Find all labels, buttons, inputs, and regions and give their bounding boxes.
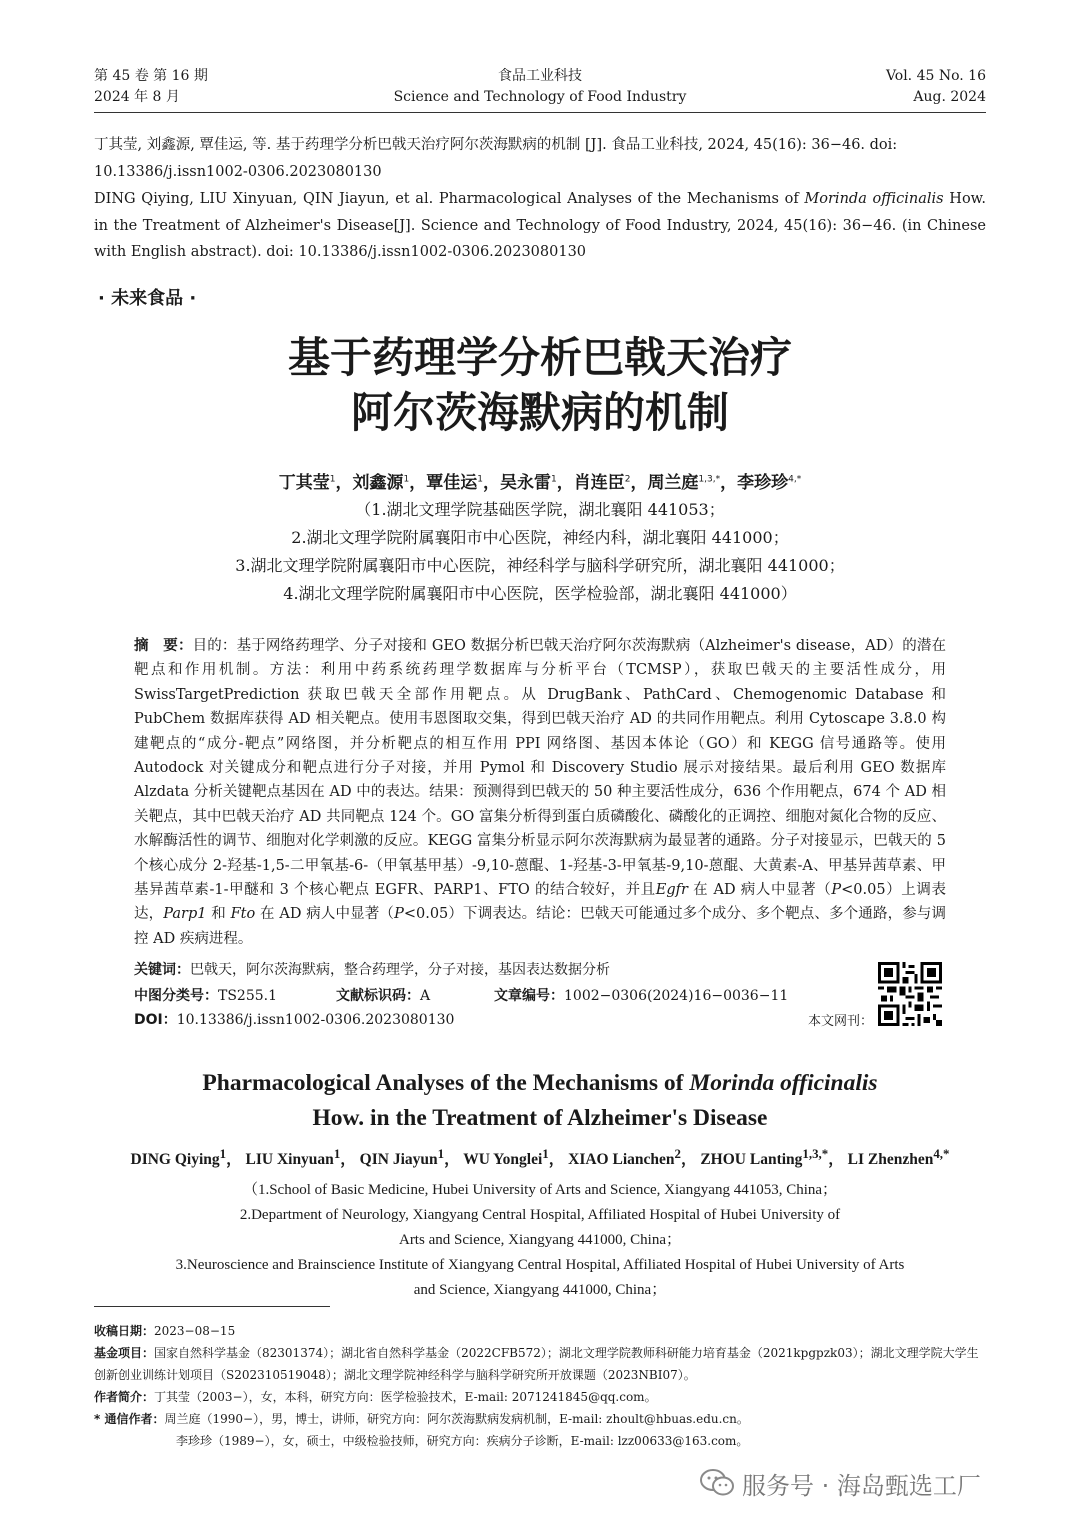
corresponding-value-1: 周兰庭（1990−），男，博士，讲师，研究方向：阿尔茨海默病发病机制，E-mail: zhoult@hbuas.edu.cn。 (164, 1412, 749, 1426)
title-cn (0, 330, 1080, 440)
title-en (0, 1066, 1080, 1136)
doi-value: 10.13386/j.issn1002-0306.2023080130 (176, 1012, 455, 1028)
affiliation-en: Arts and Science, Xiangyang 441000, China； (398, 1232, 682, 1248)
funding-label: 基金项目： (94, 1346, 155, 1360)
received-label: 收稿日期： (94, 1324, 155, 1338)
doc-code (336, 984, 430, 1008)
keywords-label: 关键词： (134, 962, 190, 978)
abstract (134, 634, 946, 951)
affiliation-en: （1.School of Basic Medicine, Hubei University of Arts and Science, Xiangyang 441053, China； (242, 1182, 838, 1198)
gene-fto: Fto (230, 906, 256, 923)
doc-code-label: 文献标识码： (336, 988, 420, 1004)
author-cn-affil: 2 (624, 474, 631, 485)
citation-en (94, 186, 986, 266)
doc-code-value: A (420, 988, 431, 1004)
wechat-icon (700, 1468, 734, 1498)
footnote-author-intro (94, 1386, 986, 1408)
issue-info-en (886, 66, 986, 108)
issue-date-en: Aug. 2024 (913, 89, 986, 105)
running-header (94, 66, 986, 110)
abstract-text: 和 (206, 906, 231, 923)
clc-label: 中图分类号： (134, 988, 218, 1004)
author-en: LIU Xinyuan (245, 1151, 334, 1169)
received-value: 2023−08−15 (154, 1324, 236, 1338)
gene-egfr: Egfr (655, 882, 688, 899)
issue-volume-en: Vol. 45 No. 16 (885, 68, 986, 84)
gene-parp1: Parp1 (163, 906, 207, 923)
title-en-text: Pharmacological Analyses of the Mechanisms of (202, 1070, 690, 1096)
author-cn-affil: 1 (329, 474, 336, 485)
author-en: QIN Jiayun (359, 1151, 438, 1169)
footnote-corresponding (94, 1408, 986, 1430)
author-intro-value: 丁其莹（2003−），女，本科，研究方向：医学检验技术，E-mail: 2071241845@qq.com。 (154, 1390, 657, 1404)
clc (134, 984, 277, 1008)
journal-name-cn: 食品工业科技 (498, 68, 582, 84)
author-cn: 刘鑫源 (352, 473, 404, 493)
author-cn-affil: 1,3,* (698, 474, 721, 485)
author-en-affil: 1 (542, 1146, 549, 1161)
clc-value: TS255.1 (218, 988, 278, 1004)
author-en-affil: 1 (437, 1146, 445, 1161)
author-en-affil: 2 (674, 1146, 681, 1161)
qr-label: 本文网刊： (808, 1014, 874, 1029)
footnote-received (94, 1320, 986, 1342)
author-en: XIAO Lianchen (568, 1151, 675, 1169)
qr-code-icon[interactable] (878, 962, 942, 1026)
author-cn: 周兰庭 (647, 473, 699, 493)
author-cn: 李珍珍 (737, 473, 789, 493)
author-cn: 吴永雷 (499, 473, 551, 493)
footnote-rule (94, 1306, 330, 1307)
article-number-value: 1002−0306(2024)16−0036−11 (564, 988, 789, 1004)
title-en-line-2: How. in the Treatment of Alzheimer's Disease (312, 1105, 768, 1131)
author-en-affil: 4,* (933, 1146, 950, 1161)
corresponding-label: * 通信作者： (94, 1412, 165, 1426)
affiliation-en: 2.Department of Neurology, Xiangyang Central Hospital, Affiliated Hospital of Hubei University of (239, 1207, 841, 1223)
p-symbol: P (394, 906, 404, 923)
affiliations-cn (0, 496, 1080, 608)
footnote-corresponding-2: 李珍珍（1989−），女，硕士，中级检验技师，研究方向：疾病分子诊断，E-mail: lzz00633@163.com。 (176, 1434, 749, 1448)
keywords (134, 958, 610, 982)
journal-name-en: Science and Technology of Food Industry (393, 89, 687, 105)
author-cn-affil: 4,* (788, 474, 802, 485)
author-cn: 肖连臣 (573, 473, 625, 493)
affiliations-en (0, 1178, 1080, 1303)
issue-volume: 第 45 卷 第 16 期 (94, 68, 208, 84)
author-en-affil: 1 (219, 1146, 227, 1161)
citation-en-pre: DING Qiying, LIU Xinyuan, QIN Jiayun, et al. Pharmacological Analyses of the Mechanisms of (94, 191, 805, 207)
author-en-affil: 1,3,* (802, 1146, 829, 1161)
keywords-value: 巴戟天，阿尔茨海默病，整合药理学，分子对接，基因表达数据分析 (190, 962, 610, 978)
abstract-text: 在 AD 病人中显著（ (687, 882, 832, 899)
watermark-text: 服务号 · 海岛甄选工厂 (742, 1471, 981, 1500)
authors-cn: 丁其莹$^1$，刘鑫源$^1$，覃佳运$^1$，吴永雷$^1$，肖连臣$^2$，周兰庭$^{1,3,*}$，李珍珍$^{4,*}$ (278, 473, 802, 493)
abstract-text: 在 AD 病人中显著（ (255, 906, 395, 923)
author-intro-label: 作者简介： (94, 1390, 155, 1404)
author-cn-affil: 1 (550, 474, 557, 485)
author-en: LI Zhenzhen (847, 1151, 934, 1169)
affiliation-cn: （1.湖北文理学院基础医学院，湖北襄阳 441053； (355, 500, 725, 519)
citation-en-species: Morinda officinalis (804, 191, 944, 207)
author-cn: 覃佳运 (426, 473, 478, 493)
article-number (494, 984, 788, 1008)
funding-value: 国家自然科学基金（82301374）；湖北省自然科学基金（2022CFB572）；湖北文理学院教师科研能力培育基金（2021kpgpzk03）；湖北文理学院大学生创新创业训练计划项目（S202310519048）；湖北文理学院神经科学与脑科学研究所开放课题（2023NBI07）。 (94, 1346, 979, 1382)
p-symbol: P (831, 882, 842, 899)
citation-en-post: How. in the Treatment of Alzheimer's Disease[J]. Science and Technology of Food Industry, 2024, 45(16): 36−46. (in Chinese with English abstract). doi: 10.13386/j.issn1002-0306.2023080130 (94, 191, 986, 260)
abstract-text: <0.05）下调表达。结论：巴戟天可能通过多个成分、多个靶点、多个通路，参与调控 AD 疾病进程。 (134, 906, 947, 947)
doi-label: DOI： (134, 1012, 177, 1028)
citation-cn: 丁其莹, 刘鑫源, 覃佳运, 等. 基于药理学分析巴戟天治疗阿尔茨海默病的机制 [J]. 食品工业科技, 2024, 45(16): 36−46. doi: 10.13386/j.issn1002-0306.2023080130 (94, 137, 898, 180)
author-cn-affil: 1 (403, 474, 410, 485)
abstract-label: 摘 要： (134, 638, 193, 654)
author-en: ZHOU Lanting (700, 1151, 803, 1169)
affiliation-en: 3.Neuroscience and Brainscience Institute of Xiangyang Central Hospital, Affiliated Hospital of Hubei University of Arts (175, 1257, 905, 1273)
title-cn-line-2: 阿尔茨海默病的机制 (350, 388, 729, 437)
column-label: · 未来食品 · (98, 288, 197, 309)
article-number-label: 文章编号： (494, 988, 564, 1004)
footnote-funding (94, 1342, 986, 1386)
abstract-text: 目的：基于网络药理学、分子对接和 GEO 数据分析巴戟天治疗阿尔茨海默病（Alzheimer's disease，AD）的潜在靶点和作用机制。方法：利用中药系统药理学数据库与分析平台（TCMSP），获取巴戟天的主要活性成分，用 SwissTargetPrediction 获取巴戟天全部作用靶点。从 DrugBank、PathCard、Chemogenomic Database 和 PubChem 数据库获得 AD 相关靶点。使用韦恩图取交集，得到巴戟天治疗 AD 的共同作用靶点。利用 Cytoscape 3.8.0 构建靶点的“成分-靶点”网络图，并分析靶点的相互作用 PPI 网络图、基因本体论（GO）和 KEGG 信号通路等。使用 Autodock 对关键成分和靶点进行分子对接，并用 Pymol 和 Discovery Studio 展示对接结果。最后利用 GEO 数据库 Alzdata 分析关键靶点基因在 AD 中的表达。结果：预测得到巴戟天的 50 种主要活性成分，636 个作用靶点，674 个 AD 相关靶点，其中巴戟天治疗 AD 共同靶点 124 个。GO 富集分析得到蛋白质磷酸化、磷酸化的正调控、细胞对氮化合物的反应、水解酶活性的调节、细胞对化学刺激的反应。KEGG 富集分析显示阿尔茨海默病为最显著的通路。分子对接显示，巴戟天的 5 个核心成分 2-羟基-1,5-二甲氧基-6-（甲氧基甲基）-9,10-蒽醌、1-羟基-3-甲氧基-9,10-蒽醌、大黄素-A、甲基异茜草素、甲基异茜草素-1-甲醚和 3 个核心靶点 EGFR、PARP1、FTO 的结合较好，并且 (134, 638, 946, 899)
author-cn: 丁其莹 (278, 473, 330, 493)
author-en-affil: 1 (333, 1146, 341, 1161)
title-en-species: Morinda officinalis (689, 1070, 878, 1096)
issue-date: 2024 年 8 月 (94, 89, 180, 105)
author-en: WU Yonglei (463, 1151, 543, 1169)
title-en-line-1 (0, 1066, 1080, 1101)
abstract-text: <0.05）上调表达， (134, 882, 946, 923)
header-rule (94, 112, 986, 113)
title-cn-line-1: 基于药理学分析巴戟天治疗 (287, 333, 792, 382)
affiliation-en: and Science, Xiangyang 441000, China； (413, 1282, 667, 1298)
affiliation-cn: 4.湖北文理学院附属襄阳市中心医院，医学检验部，湖北襄阳 441000） (283, 584, 797, 603)
author-en: DING Qiying (130, 1151, 220, 1169)
watermark (700, 1460, 1060, 1506)
authors-en: DING Qiying$^1$， LIU Xinyuan$^1$， QIN Jiayun$^1$， WU Yonglei$^1$， XIAO Lianchen$^2$， ZHOU Lanting$^{1,3,*}$， LI Zhenzhen$^{4,*}$ (130, 1146, 950, 1169)
journal-name (94, 66, 986, 108)
author-cn-affil: 1 (477, 474, 483, 485)
doi (134, 1008, 454, 1032)
affiliation-cn: 2.湖北文理学院附属襄阳市中心医院，神经内科，湖北襄阳 441000； (291, 528, 789, 547)
affiliation-cn: 3.湖北文理学院附属襄阳市中心医院，神经科学与脑科学研究所，湖北襄阳 441000； (235, 556, 845, 575)
